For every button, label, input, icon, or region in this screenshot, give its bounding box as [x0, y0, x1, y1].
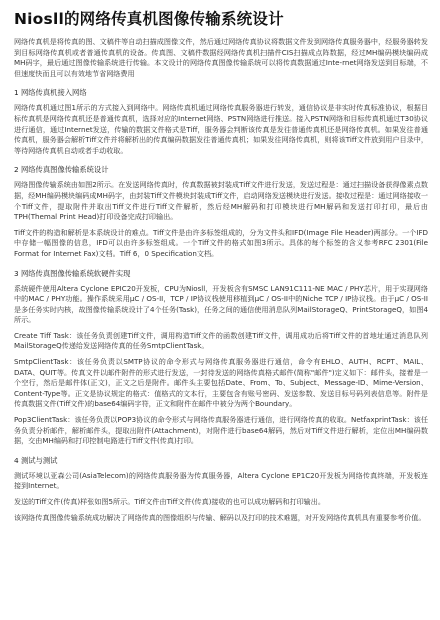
section-3-paragraph-3: SmtpClientTask：该任务负责以SMTP协议的命令形式与网络传真服务器进行通信，命令有EHLO、AUTH、RCPT、MAIL、DATA、QUIT等。传真文件以邮件附件的形式进行发送，一封待发送的网络传真格式邮件(简称"邮件")定义如下：邮件头，接着是一个空行，然后是邮件体(正文)，正文之后是附件。邮件头主要包括Date、From、To、Subject、Message-ID、Mime-Version、Content-Type等。正文是协议规定的格式：值格式的文本行，主要包含有账号密码、发送参数、发送目标号码列表信息等。附件是传真数据文件(Tiff文件)的base64编码字符，正文和附件在邮件中被分为两个Boundary。 [14, 357, 428, 409]
section-3-heading: 3 网络传真图像传输系统软硬件实现 [14, 268, 131, 278]
section-4-paragraph-3: 该网络传真图像传输系统成功解决了网络传真的图像组织与传输、解码以及打印的技术难题，对开发网络传真机具有重要参考价值。 [14, 512, 426, 522]
section-4-paragraph-1: 测试环境以亚森公司(AsiaTelecom)的网络传真服务器为传真服务器，Altera Cyclone EP1C20开发板为网络传真终端，开发板连接到Internet。 [14, 470, 428, 491]
section-3-paragraph-1: 系统硬件使用Altera Cyclone EPIC20开发板，CPU为Niosll，开发板含有SMSC LAN91C111-NE MAC / PHY芯片，用于实现网络中的MAC / PHY功能。操作系统采用μC / OS-II，TCP / IP协议栈使用移植到μC / OS-II中的Niche TCP / IP协议栈。由于μC / OS-II是多任务实时内核，故图像传输系统设计了4个任务(Task)，任务之间的通信使用消息队列MailStorageQ、PrintStorageQ，如图4所示。 [14, 283, 428, 325]
section-1-heading: 1 网络传真机接入网络 [14, 88, 87, 98]
section-1-paragraph: 网络传真机通过图1所示的方式接入到网络中。网络传真机通过网络传真服务器进行转发，通信协议是非实时传真标准协议，根据目标传真机是网络传真机还是普通传真机，选择对应的Internet网络、PSTN网络进行推送。接入PSTN网络和目标传真机通过T30协议进行通信，通过Internet发送，传输的数据文件格式是Tiff，服务器会判断该传真是发往普通传真机还是网络传真机。如果发往普通传真机，服务器会解析Tiff文件并将解析出的传真编码数据发往普通传真机；如果发往网络传真机，则将该Tiff文件放到用户目录中，等待网络传真机自动或者手动收取。 [14, 103, 428, 155]
section-4-heading: 4 测试与测试 [14, 455, 58, 465]
section-4-paragraph-2: 发送的Tiff文件(传真)样张如图5所示。Tiff文件由Tiff文件(传真)接收的也可以成功解码和打印输出。 [14, 497, 325, 506]
section-2-paragraph-1: 网络图像传输系统由如图2所示。在发送网络传真时，传真数据被封装成Tiff文件进行发送，发送过程是：通过扫描设备获得像素点数据，经MH编码模块编码成MH码字，由封装Tiff文件模块封装成Tiff文件，启动网络发送模块进行发送。接收过程是：通过网络接收一个Tiff文件，提取附件并取出Tiff文件进行Tiff文件解析，然后经MH解码和打印模块进行MH解码和发送打印打印，最后由TPH(Themal Print Head)打印设备完成打印输出。 [14, 180, 428, 222]
section-2-paragraph-2: Tiff文件的构造和解析是本系统设计的难点。Tiff文件是由许多标签组成的，分为文件头和IFD(Image File Header)两部分。一个IFD中存储一幅图像的信息，IFD可以由许多标签组成。一个Tiff文件的格式如图3所示。具体的每个标签的含义参考RFC 2301(File Format for Internet Fax)文档。Tiff 6，0 Specification文档。 [14, 227, 428, 258]
intro-paragraph: 网络传真机是将传真的图、文稿件等自动扫描成图像文件，然后通过网络传真协议将数据文件发到网络传真服务器中，经服务器转发到目标网络传真机或者普通传真机的设备。传真图、文稿件数据经网络传真机扫描件CIS扫描成点阵数据，经过MH编码模块编码成MH码字，最后通过图像传输系统进行传输。本文设计的网络传真图像传输系统可以将传真数据通过Inte-rnet网络发送到目标端，不但速度快而且可以有效地节省网络费用 [14, 37, 428, 78]
section-3-paragraph-4: Pop3ClientTask：该任务负责以POP3协议的命令形式与网络传真服务器进行通信，进行网络传真的收取。NetfaxprintTask：该任务负责分析邮件，解析邮件头，提取出附件(Attachment)，对附件进行base64解码，然后对Tiff文件进行解析，定位出MH编码数据，交由MH编码和打印控制电路进行Tiff文件(传真)打印。 [14, 415, 428, 446]
section-2-heading: 2 网络传真图像传输系统设计 [14, 165, 109, 175]
document-title: Niosll的网络传真机图像传输系统设计 [14, 10, 284, 28]
section-3-paragraph-2: Create Tiff Task：该任务负责创建Tiff文件，调用构造Tiff文件的函数创建Tiff文件，调用成功后将Tiff文件的首地址通过消息队列MailStorageQ传递给发送网络传真的任务SmtpClientTask。 [14, 330, 428, 351]
